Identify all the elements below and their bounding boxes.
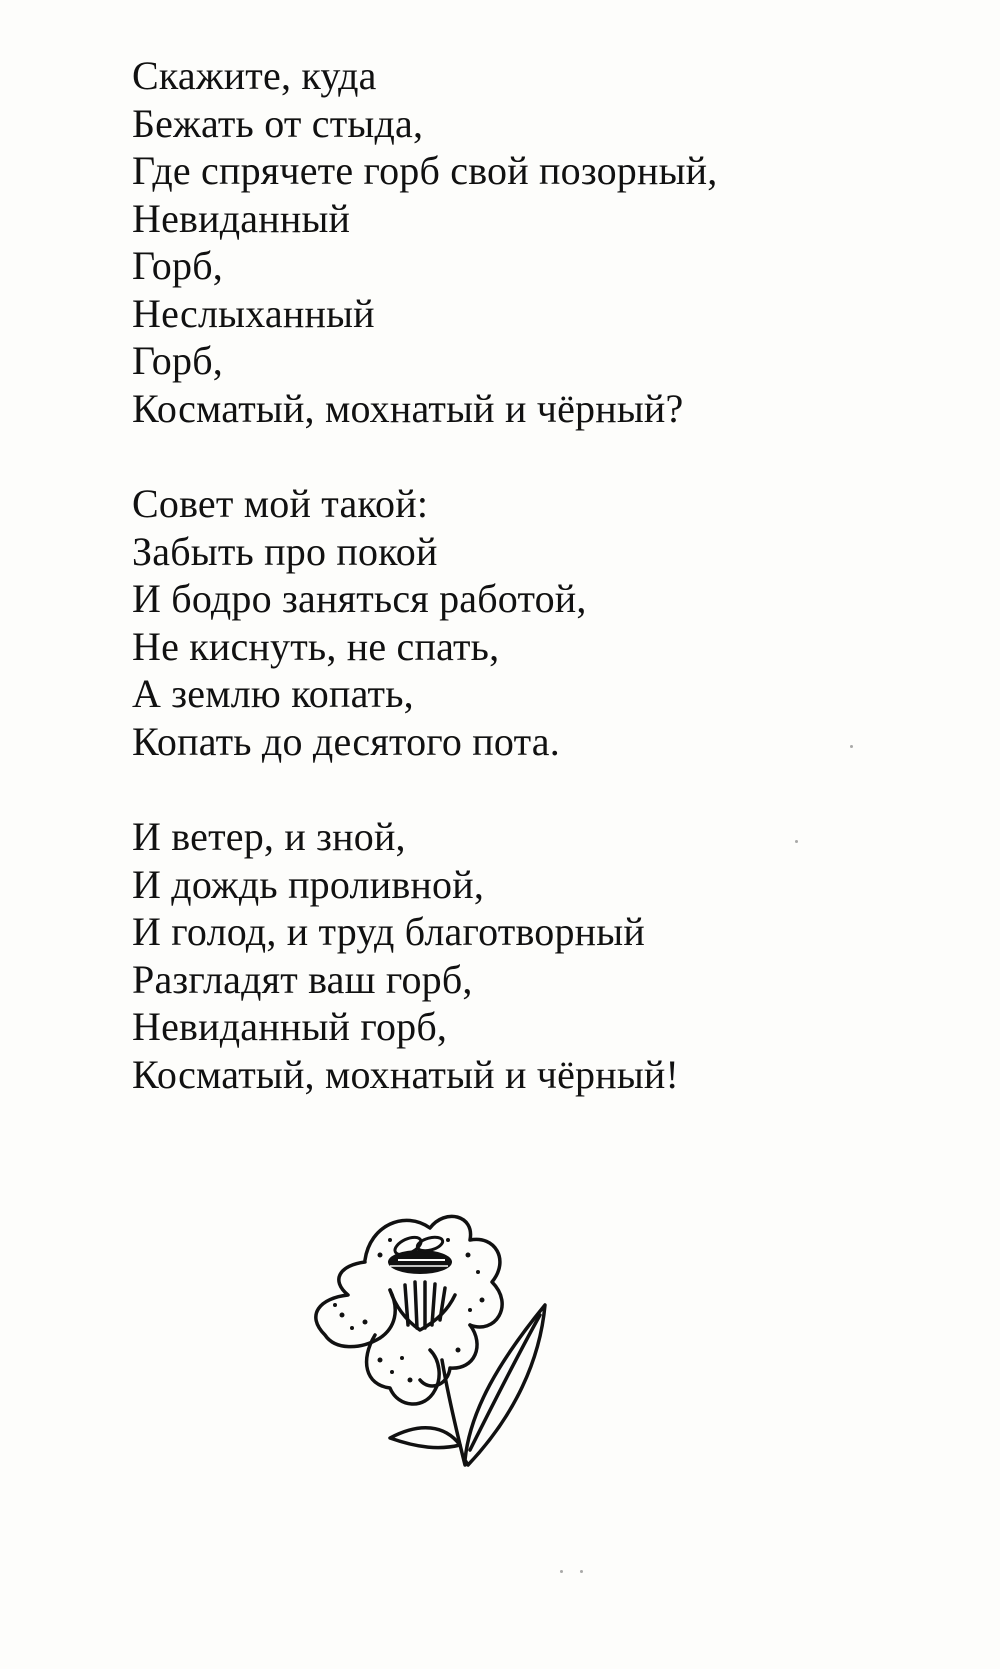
poem-line: И голод, и труд благотворный	[132, 909, 645, 954]
flower-stem	[442, 1360, 465, 1465]
poem-line: Разгладят ваш горб,	[132, 956, 473, 1002]
poem-line: Горб,	[132, 338, 223, 383]
poem-line: И дождь проливной,	[132, 861, 485, 907]
poem-line: Скажите, куда	[132, 53, 377, 98]
poem-line: Невиданный горб,	[132, 1004, 448, 1049]
poem-line: И ветер, и зной,	[132, 814, 406, 859]
paper-speck	[795, 840, 798, 843]
flower-leaf-left	[390, 1428, 460, 1448]
bee-icon	[388, 1234, 452, 1274]
poem-line: Забыть про покой	[132, 528, 438, 574]
stanza-2	[132, 480, 952, 765]
poem-line: Совет мой такой:	[132, 481, 429, 526]
poem-line: Копать до десятого пота.	[132, 718, 560, 764]
paper-speck	[560, 1570, 563, 1573]
poem-line: Горб,	[132, 243, 223, 288]
poem-line: Где спрячете горб свой позорный,	[132, 148, 718, 193]
paper-speck	[580, 1570, 583, 1573]
flower-petal	[420, 1325, 477, 1386]
poem-line: Бежать от стыда,	[132, 100, 424, 146]
poem	[132, 52, 952, 1146]
stanza-1	[132, 52, 952, 432]
poem-line: Косматый, мохнатый и чёрный?	[132, 385, 684, 431]
poem-line: И бодро заняться работой,	[132, 576, 587, 621]
poem-line: А землю копать,	[132, 671, 414, 716]
poem-line: Не киснуть, не спать,	[132, 623, 500, 669]
flower-petal	[316, 1262, 395, 1347]
poem-line: Невиданный	[132, 195, 351, 241]
stanza-3	[132, 813, 952, 1098]
flower-petal	[367, 1335, 440, 1404]
flower-with-bee-icon	[270, 1210, 590, 1480]
poem-line: Косматый, мохнатый и чёрный!	[132, 1051, 680, 1097]
poem-line: Неслыханный	[132, 290, 375, 336]
paper-speck	[850, 745, 853, 748]
